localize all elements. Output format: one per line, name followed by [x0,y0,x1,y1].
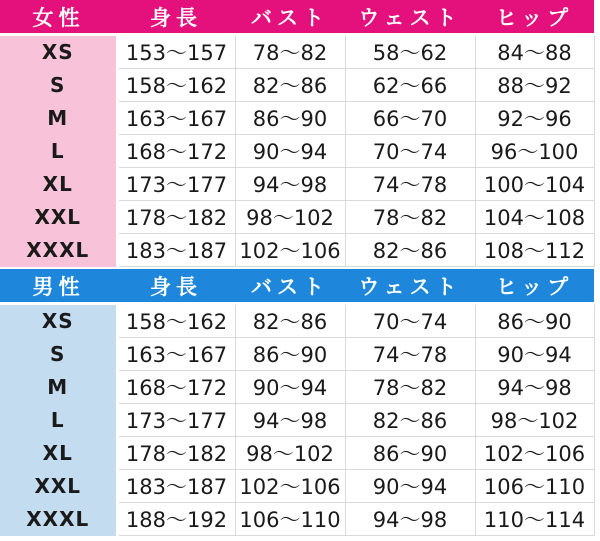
women-column-header-bust: バスト [235,0,345,35]
women-s-hip-value: 88〜92 [475,69,594,102]
women-row-m [0,102,594,135]
women-row-xl [0,168,594,201]
men-l-bust-value: 94〜98 [235,404,345,437]
women-size-label-xxxl: XXXL [0,234,117,267]
men-row-l [0,404,594,437]
women-xxxl-hip-value: 108〜112 [475,234,594,267]
men-xxxl-waist-value: 94〜98 [345,503,475,536]
women-row-l [0,135,594,168]
men-section-label: 男性 [0,269,117,304]
men-s-hip-value: 90〜94 [475,338,594,371]
women-l-height-value: 168〜172 [117,135,235,168]
men-header-row [0,269,594,304]
women-l-hip-value: 96〜100 [475,135,594,168]
men-l-waist-value: 82〜86 [345,404,475,437]
men-xl-hip-value: 102〜106 [475,437,594,470]
women-xl-bust-value: 94〜98 [235,168,345,201]
men-xxxl-bust-value: 106〜110 [235,503,345,536]
men-row-xl [0,437,594,470]
women-section-label: 女性 [0,0,117,35]
men-size-label-m: M [0,371,117,404]
men-size-label-l: L [0,404,117,437]
men-row-xs [0,304,594,338]
men-s-waist-value: 74〜78 [345,338,475,371]
women-m-waist-value: 66〜70 [345,102,475,135]
men-m-waist-value: 78〜82 [345,371,475,404]
men-xs-waist-value: 70〜74 [345,304,475,338]
women-xs-bust-value: 78〜82 [235,35,345,69]
women-xs-waist-value: 58〜62 [345,35,475,69]
men-l-height-value: 173〜177 [117,404,235,437]
women-column-header-waist: ウェスト [345,0,475,35]
men-size-label-xxl: XXL [0,470,117,503]
men-column-header-height: 身長 [117,269,235,304]
women-xxxl-waist-value: 82〜86 [345,234,475,267]
men-xs-hip-value: 86〜90 [475,304,594,338]
women-size-label-xl: XL [0,168,117,201]
men-column-header-hip: ヒップ [475,269,594,304]
men-m-height-value: 168〜172 [117,371,235,404]
women-s-height-value: 158〜162 [117,69,235,102]
women-size-label-m: M [0,102,117,135]
men-size-label-xl: XL [0,437,117,470]
men-m-bust-value: 90〜94 [235,371,345,404]
men-xxl-bust-value: 102〜106 [235,470,345,503]
women-row-xs [0,35,594,69]
women-s-bust-value: 82〜86 [235,69,345,102]
men-row-xxl [0,470,594,503]
men-size-table [0,269,595,536]
women-xl-hip-value: 100〜104 [475,168,594,201]
women-size-label-xs: XS [0,35,117,69]
men-row-xxxl [0,503,594,536]
women-xxxl-bust-value: 102〜106 [235,234,345,267]
women-m-hip-value: 92〜96 [475,102,594,135]
men-xl-height-value: 178〜182 [117,437,235,470]
women-m-bust-value: 86〜90 [235,102,345,135]
women-xs-hip-value: 84〜88 [475,35,594,69]
women-row-s [0,69,594,102]
women-size-label-l: L [0,135,117,168]
men-s-height-value: 163〜167 [117,338,235,371]
men-l-hip-value: 98〜102 [475,404,594,437]
women-xl-waist-value: 74〜78 [345,168,475,201]
women-row-xxl [0,201,594,234]
women-size-label-xxl: XXL [0,201,117,234]
men-row-s [0,338,594,371]
men-size-label-xs: XS [0,304,117,338]
men-row-m [0,371,594,404]
men-xxxl-hip-value: 110〜114 [475,503,594,536]
women-size-label-s: S [0,69,117,102]
men-column-header-waist: ウェスト [345,269,475,304]
men-size-label-xxxl: XXXL [0,503,117,536]
men-xl-bust-value: 98〜102 [235,437,345,470]
men-xl-waist-value: 86〜90 [345,437,475,470]
women-l-bust-value: 90〜94 [235,135,345,168]
women-xxl-hip-value: 104〜108 [475,201,594,234]
women-row-xxxl [0,234,594,267]
men-xxxl-height-value: 188〜192 [117,503,235,536]
women-xl-height-value: 173〜177 [117,168,235,201]
women-xxl-height-value: 178〜182 [117,201,235,234]
men-m-hip-value: 94〜98 [475,371,594,404]
men-xs-bust-value: 82〜86 [235,304,345,338]
men-xs-height-value: 158〜162 [117,304,235,338]
women-xxxl-height-value: 183〜187 [117,234,235,267]
women-xxl-waist-value: 78〜82 [345,201,475,234]
women-header-row [0,0,594,35]
men-s-bust-value: 86〜90 [235,338,345,371]
women-column-header-hip: ヒップ [475,0,594,35]
men-xxl-waist-value: 90〜94 [345,470,475,503]
men-column-header-bust: バスト [235,269,345,304]
men-size-label-s: S [0,338,117,371]
women-m-height-value: 163〜167 [117,102,235,135]
women-size-table [0,0,595,267]
women-l-waist-value: 70〜74 [345,135,475,168]
women-column-header-height: 身長 [117,0,235,35]
men-xxl-height-value: 183〜187 [117,470,235,503]
men-xxl-hip-value: 106〜110 [475,470,594,503]
women-xxl-bust-value: 98〜102 [235,201,345,234]
women-s-waist-value: 62〜66 [345,69,475,102]
women-xs-height-value: 153〜157 [117,35,235,69]
